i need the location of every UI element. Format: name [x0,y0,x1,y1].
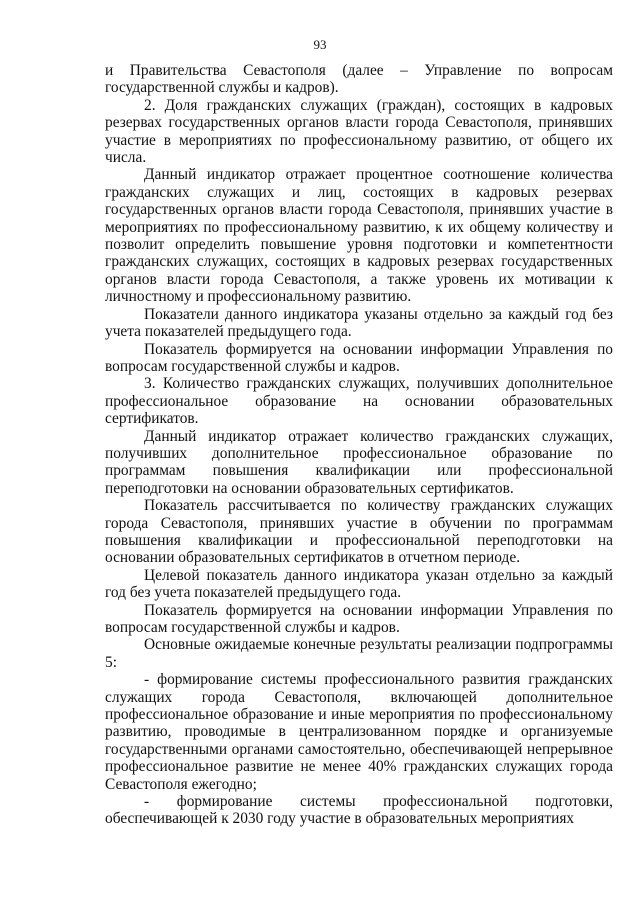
indicator-2-heading: 2. Доля гражданских служащих (граждан), состоящих в кадровых резервах государственных органов власти города Севастополя, принявших участие в мероприятиях по профессиональному развитию, от общего их числа. [105,96,613,167]
indicator-3-heading: 3. Количество гражданских служащих, получивших дополнительное профессиональное образование на основании образовательных сертификатов. [105,375,613,428]
indicator-3-values-note: Целевой показатель данного индикатора указан отдельно за каждый год без учета показателей предыдущего года. [105,566,613,602]
expected-result-item: - формирование системы профессионального развития гражданских служащих города Севастополя, включающей дополнительное профессиональное образование и иные мероприятия по профессиональному развитию, проводимые в централизованном порядке и организуемые государственными органами самостоятельно, обеспечивающей непрерывное профессиональное развитие не менее 40% гражданских служащих города Севастополя ежегодно; [105,671,613,793]
expected-results-heading: Основные ожидаемые конечные результаты реализации подпрограммы 5: [105,636,613,671]
indicator-2-description: Данный индикатор отражает процентное соотношение количества гражданских служащих и лиц, состоящих в кадровых резервах государственных органов власти города Севастополя, принявших участие в мероприятиях по профессиональному развитию, к их общему количеству и позволит определить повышение уровня подготовки и компетентности гражданских служащих, состоящих в кадровых резервах государственных органов власти города Севастополя, а также уровень их мотивации к личностному и профессиональному развитию. [105,166,613,306]
expected-result-item: - формирование системы профессиональной подготовки, обеспечивающей к 2030 году участие в образовательных мероприятиях [105,793,613,828]
page-number: 93 [313,37,327,52]
indicator-2-values-note: Показатели данного индикатора указаны отдельно за каждый год без учета показателей предыдущего года. [105,305,613,341]
indicator-2-source: Показатель формируется на основании информации Управления по вопросам государственной службы и кадров. [105,340,613,375]
document-body [105,62,613,828]
indicator-3-calculation: Показатель рассчитывается по количеству гражданских служащих города Севастополя, принявших участие в обучении по программам повышения квалификации и профессиональной переподготовки на основании образовательных сертификатов в отчетном периоде. [105,497,613,567]
paragraph-continuation: и Правительства Севастополя (далее – Управление по вопросам государственной службы и кадров). [105,62,613,97]
indicator-3-source: Показатель формируется на основании информации Управления по вопросам государственной службы и кадров. [105,601,613,636]
indicator-3-description: Данный индикатор отражает количество гражданских служащих, получивших дополнительное профессиональное образование по программам повышения квалификации или профессиональной переподготовки на основании образовательных сертификатов. [105,427,613,497]
